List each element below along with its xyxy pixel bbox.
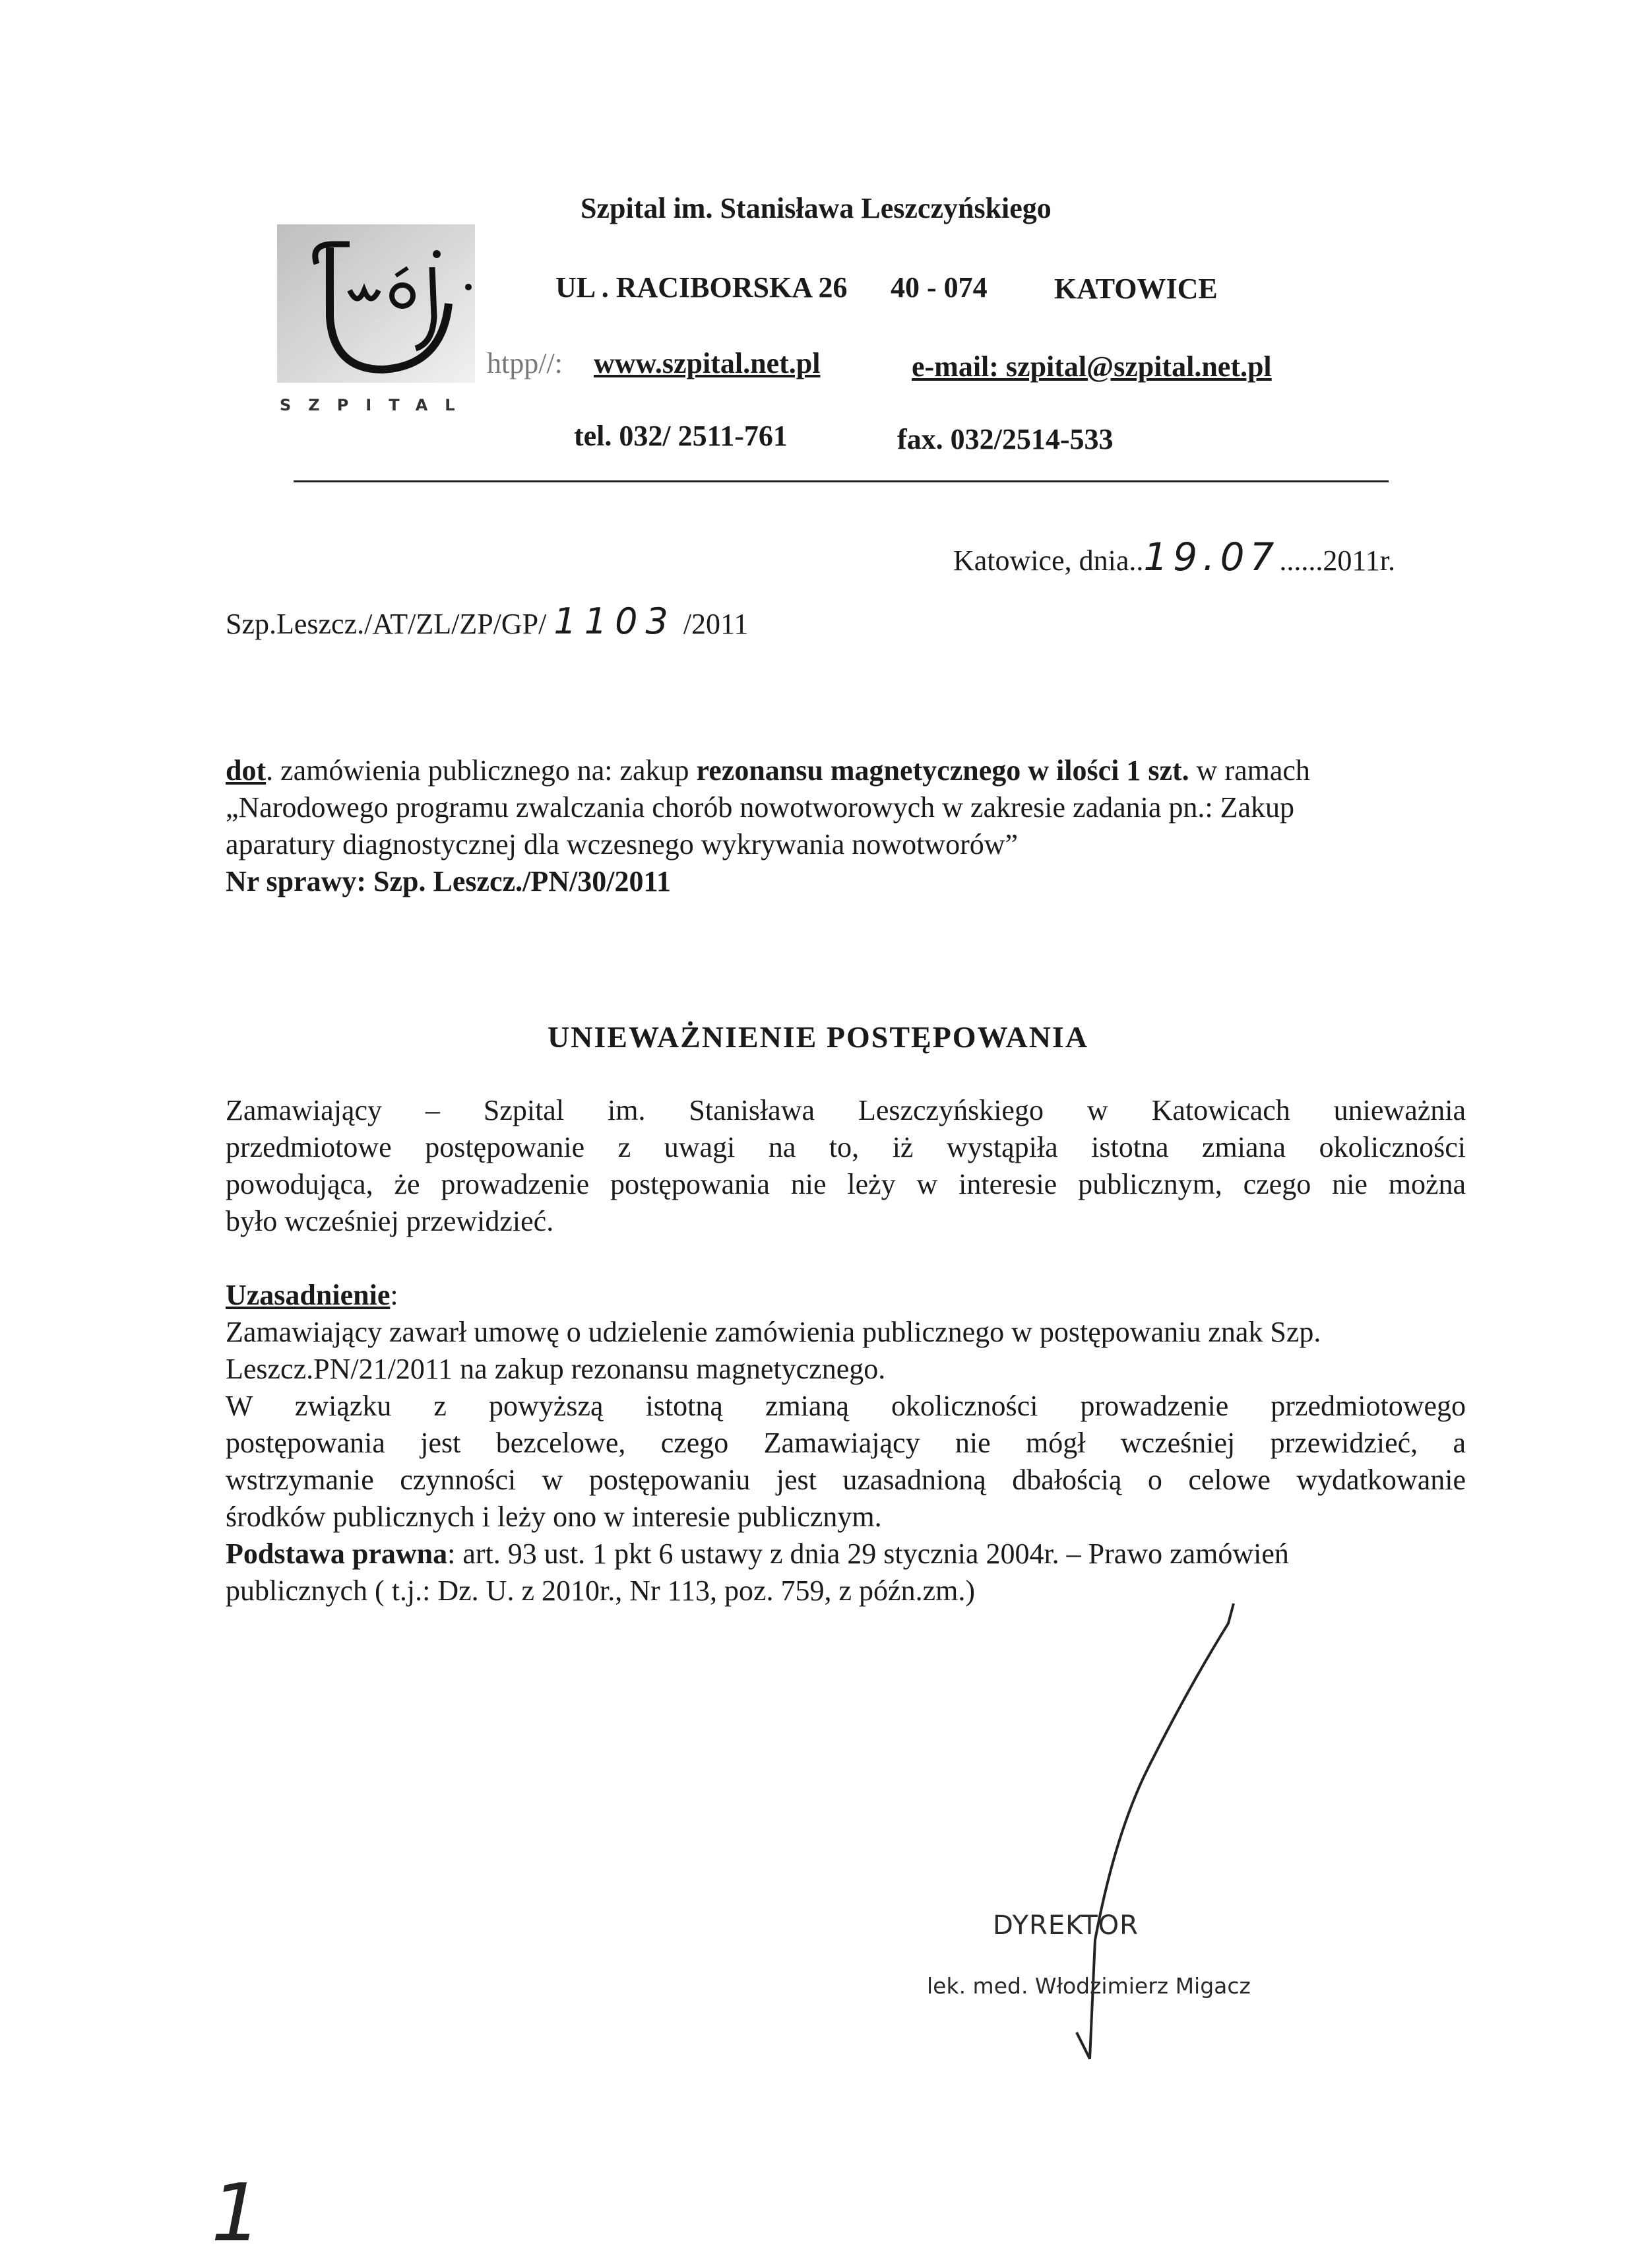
paragraph-line: było wcześniej przewidzieć.	[226, 1205, 554, 1237]
paragraph-line: Zamawiający – Szpital im. Stanisława Leszczyńskiego w Katowicach unieważnia	[226, 1094, 1466, 1126]
reference-number	[226, 600, 748, 642]
reference-prefix: Szp.Leszcz./AT/ZL/ZP/GP/	[226, 608, 547, 640]
date-place: Katowice, dnia	[953, 544, 1129, 577]
justification-heading: Uzasadnienie	[226, 1279, 391, 1311]
email-link[interactable]: e-mail: szpital@szpital.net.pl	[912, 350, 1272, 383]
address-postal: 40 - 074	[891, 271, 988, 304]
hospital-logo	[270, 218, 488, 422]
date-handwritten: 19.07	[1143, 535, 1280, 579]
website-link[interactable]: www.szpital.net.pl	[594, 347, 821, 379]
justification-line: Leszcz.PN/21/2011 na zakup rezonansu magnetycznego.	[226, 1353, 886, 1385]
signature-scribble	[1016, 1597, 1267, 2072]
subject-line-2: „Narodowego programu zwalczania chorób nowotworowych w zakresie zadania pn.: Zakup	[226, 791, 1295, 824]
reference-handwritten-number: 1103	[553, 600, 676, 642]
telephone: tel. 032/ 2511-761	[574, 420, 788, 452]
justification-line: W związku z powyższą istotną zmianą okoliczności prowadzenie przedmiotowego	[226, 1390, 1466, 1422]
address-city: KATOWICE	[1054, 273, 1218, 305]
logo-graphic	[270, 218, 488, 422]
subject-dot-label: dot	[226, 754, 267, 787]
fax: fax. 032/2514-533	[897, 423, 1114, 455]
signature-title: DYREKTOR	[993, 1910, 1139, 1941]
paragraph-line: powodująca, że prowadzenie postępowania nie leży w interesie publicznym, czego nie można	[226, 1168, 1466, 1200]
web-label: htpp//:	[487, 347, 563, 379]
justification-block: Uzasadnienie: Zamawiający zawarł umowę o udzielenie zamówienia publicznego w postępowaniu znak Szp. Leszcz.PN/21/2011 na zakup rezonansu magnetycznego. W związku z powyższą istotną zmianą okoliczności prowadzenie przedmiotowego postępowania jest bezcelowe, czego Zamawiający nie mógł wcześniej przewidzieć, a wstrzymanie czynności w postępowaniu jest uzasadnioną dbałością o celowe wydatkowanie środków publicznych i leży ono w interesie publicznym. Podstawa prawna: art. 93 ust. 1 pkt 6 ustawy z dnia 29 stycznia 2004r. – Prawo zamówień publicznych ( t.j.: Dz. U. z 2010r., Nr 113, poz. 759, z późn.zm.)	[226, 1277, 1466, 1609]
document-title: UNIEWAŻNIENIE POSTĘPOWANIA	[547, 1020, 1089, 1054]
subject-item: rezonansu magnetycznego w ilości 1 szt.	[696, 754, 1189, 787]
legal-basis-text-2: publicznych ( t.j.: Dz. U. z 2010r., Nr 113, poz. 759, z późn.zm.)	[226, 1574, 975, 1607]
header-divider	[294, 480, 1389, 482]
legal-basis-text: : art. 93 ust. 1 pkt 6 ustawy z dnia 29 stycznia 2004r. – Prawo zamówień	[447, 1538, 1289, 1570]
hospital-name: Szpital im. Stanisława Leszczyńskiego	[581, 192, 1052, 224]
date-line: Katowice, dnia..19.07......2011r.	[953, 535, 1395, 579]
subject-block	[226, 752, 1466, 900]
reference-suffix: /2011	[683, 608, 749, 640]
page-number-handwritten: 1	[211, 2168, 262, 2259]
legal-basis-label: Podstawa prawna	[226, 1538, 448, 1570]
paragraph-line: przedmiotowe postępowanie z uwagi na to, iż wystąpiła istotna zmiana okoliczności	[226, 1131, 1466, 1163]
case-number: Nr sprawy: Szp. Leszcz./PN/30/2011	[226, 865, 672, 897]
signature-name: lek. med. Włodzimierz Migacz	[927, 1973, 1251, 1999]
subject-line-3: aparatury diagnostycznej dla wczesnego wykrywania nowotworów”	[226, 828, 1019, 860]
justification-line: postępowania jest bezcelowe, czego Zamawiający nie mógł wcześniej przewidzieć, a	[226, 1427, 1466, 1459]
address-street: UL . RACIBORSKA 26	[555, 271, 848, 304]
subject-line-1: dot. zamówienia publicznego na: zakup rezonansu magnetycznego w ilości 1 szt. w ramach	[226, 754, 1310, 787]
justification-line: środków publicznych i leży ono w interesie publicznym.	[226, 1501, 882, 1533]
logo-text: SZPITAL	[280, 396, 472, 414]
justification-line: wstrzymanie czynności w postępowaniu jest uzasadnioną dbałością o celowe wydatkowanie	[226, 1464, 1466, 1496]
justification-line: Zamawiający zawarł umowę o udzielenie zamówienia publicznego w postępowaniu znak Szp.	[226, 1316, 1321, 1348]
cancellation-paragraph	[226, 1092, 1466, 1240]
date-year: 2011r.	[1323, 544, 1395, 577]
